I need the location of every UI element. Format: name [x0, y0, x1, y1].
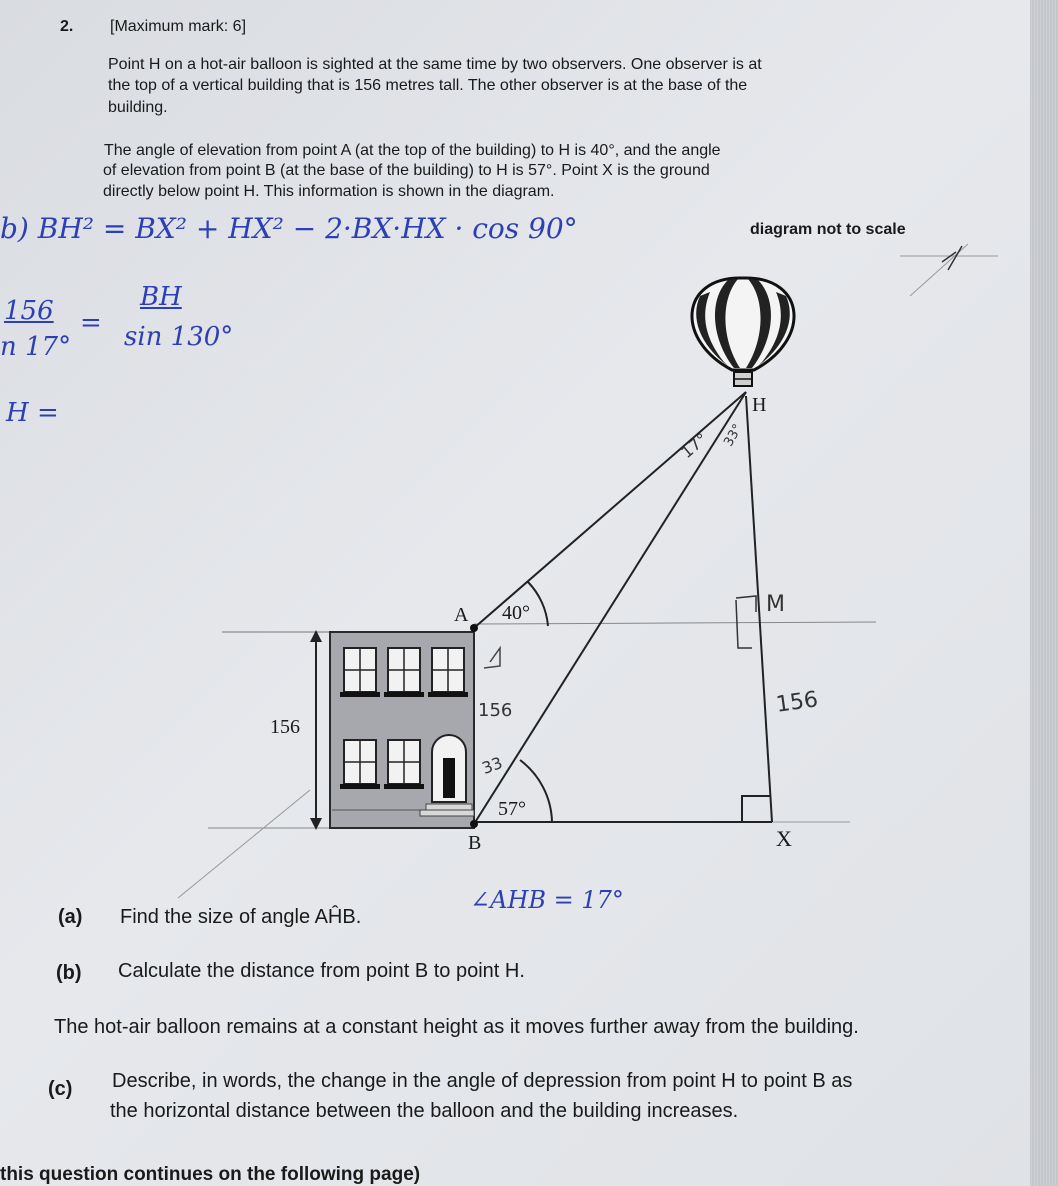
hw-sine-left-num: 156	[4, 296, 54, 326]
line-ah	[474, 392, 746, 628]
intro-line-2: the top of a vertical building that is 156 metres tall. The other observer is at the base of the	[108, 77, 748, 94]
pencil-mark-a	[484, 648, 500, 668]
hw-side-156: 156	[774, 687, 820, 718]
part-a-label: (a)	[58, 906, 83, 928]
height-label: 156	[270, 716, 300, 738]
hw-m-label: M	[766, 592, 785, 617]
hw-side-156-b: 156	[478, 700, 513, 721]
part-c-line-1: Describe, in words, the change in the angle of depression from point H to point B as	[112, 1070, 853, 1092]
pencil-diagonal	[178, 790, 310, 898]
part-c-label: (c)	[48, 1078, 73, 1100]
constant-height-text: The hot-air balloon remains at a constant height as it moves further away from the building.	[54, 1016, 859, 1038]
continues-note: this question continues on the following page)	[0, 1164, 421, 1185]
info-line-2: of elevation from point B (at the base of the building) to H is 57°. Point X is the ground	[103, 162, 710, 179]
label-x: X	[776, 826, 792, 851]
right-angle-x	[742, 796, 770, 822]
hw-sine-right-num: BH	[140, 282, 182, 312]
label-a: A	[454, 604, 469, 626]
max-mark: [Maximum mark: 6]	[110, 18, 247, 35]
label-h: H	[752, 394, 767, 416]
hw-sine-equals: =	[80, 308, 102, 338]
part-b-label: (b)	[56, 962, 82, 984]
intro-line-3: building.	[108, 99, 168, 116]
hw-angle-b-33: 33	[479, 753, 505, 778]
question-number: 2.	[60, 18, 74, 35]
info-line-3: directly below point H. This information is shown in the diagram.	[103, 183, 555, 200]
angle-b-label: 57°	[498, 798, 526, 820]
info-line-1: The angle of elevation from point A (at the top of the building) to H is 40°, and the angle	[104, 142, 721, 159]
angle-a-label: 40°	[502, 602, 530, 624]
part-a-text: Find the size of angle AĤB.	[120, 906, 362, 928]
point-b	[470, 820, 478, 828]
label-b: B	[468, 832, 482, 854]
pencil-horizontal-a	[474, 622, 876, 624]
hot-air-balloon	[692, 278, 794, 386]
hw-angle-h-33: 33°	[721, 421, 746, 450]
hw-h-equals: H =	[6, 398, 59, 428]
part-c-line-2: the horizontal distance between the balloon and the building increases.	[110, 1100, 739, 1122]
point-a	[470, 624, 478, 632]
intro-line-1: Point H on a hot-air balloon is sighted at the same time by two observers. One observer is at	[108, 56, 762, 73]
hw-sine-left-den: n 17°	[0, 332, 72, 362]
hw-angle-h-17: 17°	[677, 429, 712, 462]
arc-40	[528, 582, 548, 626]
diagram-note: diagram not to scale	[750, 221, 906, 238]
part-b-text: Calculate the distance from point B to point H.	[118, 960, 525, 982]
hw-sine-right-den: sin 130°	[124, 322, 234, 352]
hw-answer-a: ∠AHB = 17°	[470, 886, 624, 914]
hw-cosine-rule: b) BH² = BX² + HX² − 2·BX·HX · cos 90°	[0, 212, 578, 245]
pencil-bracket-m	[736, 596, 756, 648]
